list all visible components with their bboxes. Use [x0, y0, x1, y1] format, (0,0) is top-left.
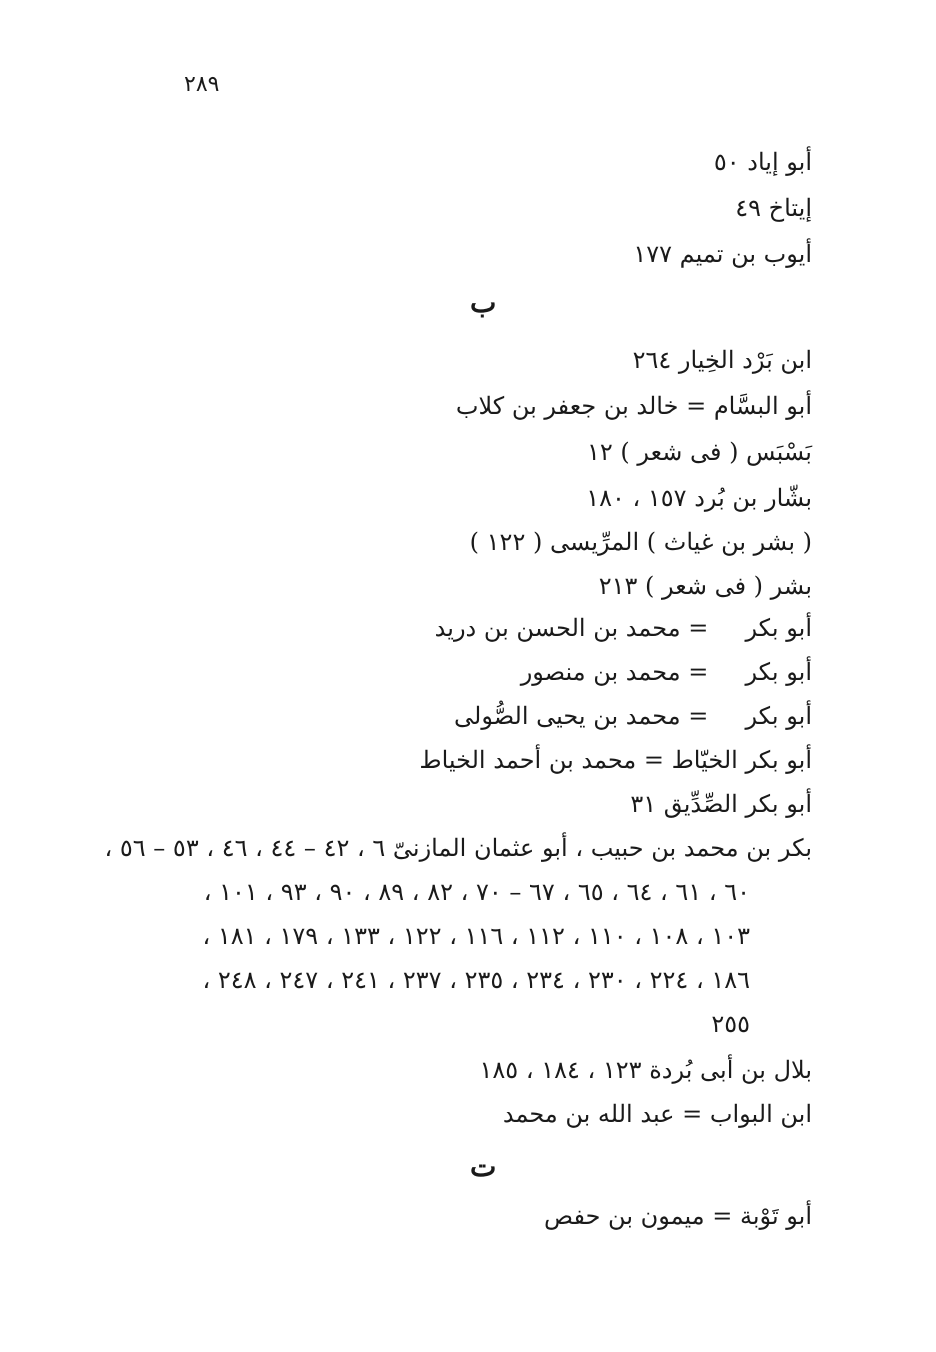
- index-entry-bakr-line-5: ٢٥٥: [711, 1010, 750, 1038]
- index-entry: [454, 700, 812, 732]
- index-entry-bakr-line-1: بكر بن محمد بن حبيب ، أبو عثمان المازنىّ ٦ ، ٤٢ – ٤٤ ، ٤٦ ، ٥٣ – ٥٦ ،: [104, 834, 812, 862]
- entry-name: أبو بكر: [745, 702, 812, 730]
- index-entry: إيتاخ ٤٩: [735, 194, 812, 222]
- index-entry: [521, 656, 812, 688]
- index-entry: أبو إياد ٥٠: [713, 148, 812, 176]
- entry-reference: = محمد بن الحسن بن دريد: [434, 614, 709, 642]
- index-entry-bakr-line-2: ٦٠ ، ٦١ ، ٦٤ ، ٦٥ ، ٦٧ – ٧٠ ، ٨٢ ، ٨٩ ، ٩٠ ، ٩٣ ، ١٠١ ،: [203, 878, 750, 906]
- index-entry: بلال بن أبى بُردة ١٢٣ ، ١٨٤ ، ١٨٥: [479, 1056, 812, 1084]
- entry-reference: = محمد بن يحيى الصُّولى: [454, 702, 709, 730]
- index-entry: بشّار بن بُرد ١٥٧ ، ١٨٠: [586, 484, 812, 512]
- index-entry: ( بشر بن غياث ) المرِّيسى ( ١٢٢ ): [469, 528, 812, 556]
- entry-reference: = محمد بن منصور: [520, 658, 709, 686]
- index-entry: أبو بكر الصِّدِّيق ٣١: [630, 790, 812, 818]
- index-entry: ابن بَرْد الخِيار ٢٦٤: [632, 346, 812, 374]
- index-entry: أبو بكر الخيّاط = محمد بن أحمد الخياط: [419, 746, 812, 774]
- index-entry: أبو تَوْبة = ميمون بن حفص: [544, 1202, 812, 1230]
- section-heading-ta: ت: [470, 1150, 497, 1183]
- index-entry: ابن البواب = عبد الله بن محمد: [502, 1100, 812, 1128]
- index-entry: بشر ( فى شعر ) ٢١٣: [598, 572, 812, 600]
- index-entry: أيوب بن تميم ١٧٧: [633, 240, 812, 268]
- index-entry-bakr-line-3: ١٠٣ ، ١٠٨ ، ١١٠ ، ١١٢ ، ١١٦ ، ١٢٢ ، ١٣٣ ، ١٧٩ ، ١٨١ ،: [202, 922, 750, 950]
- index-entry: بَسْبَس ( فى شعر ) ١٢: [587, 438, 812, 466]
- index-entry: أبو البسَّام = خالد بن جعفر بن كلاب: [455, 392, 812, 420]
- page-number: ٢٨٩: [184, 72, 220, 97]
- entry-name: أبو بكر: [745, 614, 812, 642]
- section-heading-ba: ب: [470, 286, 497, 319]
- entry-name: أبو بكر: [745, 658, 812, 686]
- index-entry: [435, 612, 812, 644]
- index-entry-bakr-line-4: ١٨٦ ، ٢٢٤ ، ٢٣٠ ، ٢٣٤ ، ٢٣٥ ، ٢٣٧ ، ٢٤١ ، ٢٤٧ ، ٢٤٨ ،: [202, 966, 750, 994]
